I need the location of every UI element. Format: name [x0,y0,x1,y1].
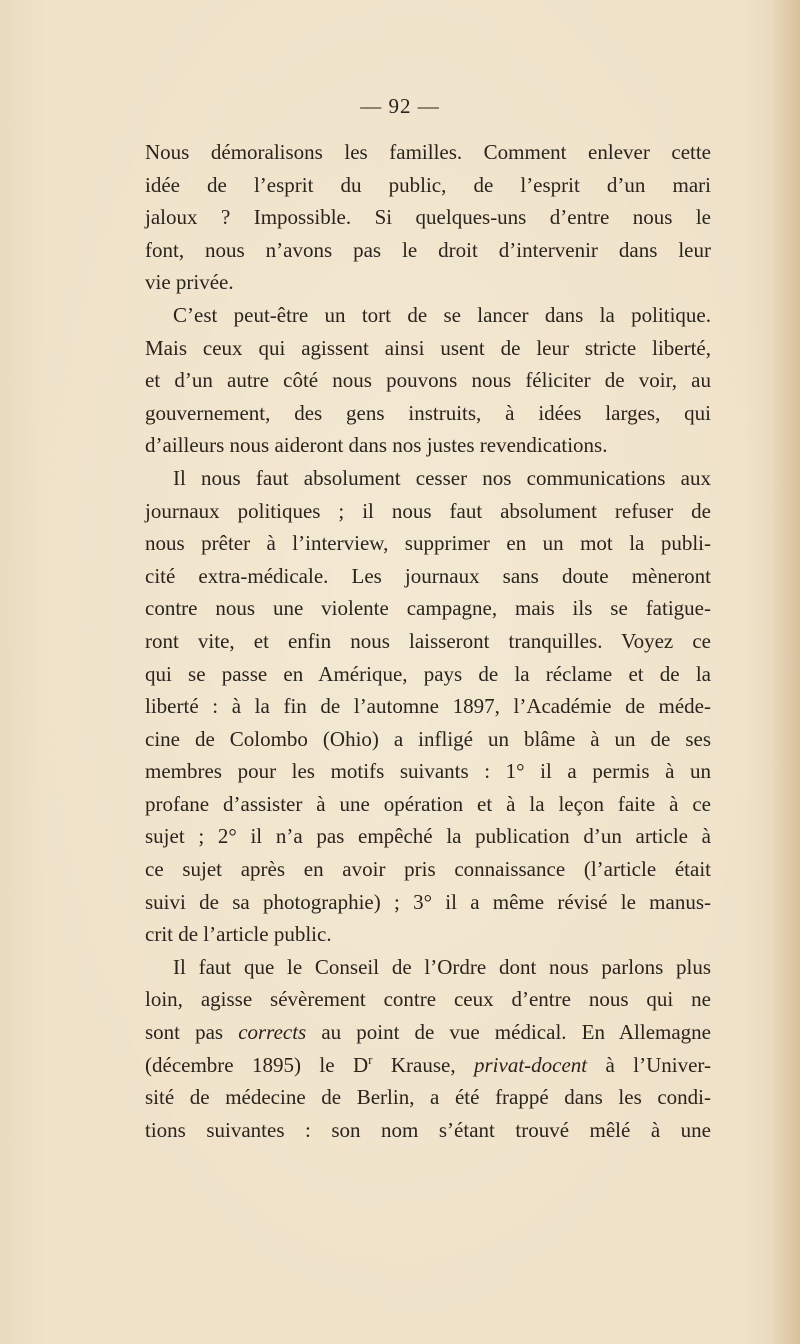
text-line: C’est peut-être un tort de se lancer dans la politique. [173,302,711,327]
text-line: Il faut que le Conseil de l’Ordre dont nous parlons plus [173,954,711,979]
italic-term: corrects [238,1020,307,1045]
text-line: d’ailleurs nous aideront dans nos justes revendications. [145,433,608,458]
text-line: vie privée. [145,270,234,295]
text-line: journaux politiques ; il nous faut absolument refuser de [145,498,711,523]
text-line: suivi de sa photographie) ; 3° il a même révisé le manus- [145,889,711,914]
text-span: au point de vue médical. En Allemagne [306,1020,712,1045]
text-line: idée de l’esprit du public, de l’esprit d’un mari [145,172,711,197]
text-line: sujet ; 2° il n’a pas empêché la publication d’un article à [145,824,711,849]
italic-term: privat-docent [474,1052,588,1077]
text-line: Nous démoralisons les familles. Comment enlever cette [145,140,711,164]
text-line: loin, agisse sévèrement contre ceux d’entre nous qui ne [145,987,711,1012]
text-span: (décembre 1895) le D [145,1052,369,1077]
text-line: liberté : à la fin de l’automne 1897, l’Académie de méde- [145,694,711,719]
text-line: membres pour les motifs suivants : 1° il a permis à un [145,759,711,784]
text-line [145,1049,711,1082]
text-line: sité de médecine de Berlin, a été frappé dans les condi- [145,1085,711,1110]
text-line: Mais ceux qui agissent ainsi usent de leur stricte liberté, [145,335,711,360]
text-line: profane d’assister à une opération et à la leçon faite à ce [145,791,711,816]
text-span: sont pas [145,1020,239,1045]
text-line: cité extra-médicale. Les journaux sans doute mèneront [145,563,711,588]
text-span: à l’Univer- [587,1052,711,1077]
text-line: Il nous faut absolument cesser nos communications aux [173,465,711,490]
text-line: nous prêter à l’interview, supprimer en un mot la publi- [145,531,711,556]
text-line: tions suivantes : son nom s’étant trouvé mêlé à une [145,1117,711,1142]
text-line [145,1016,711,1049]
body-text [145,136,711,1146]
text-line: ront vite, et enfin nous laisseront tranquilles. Voyez ce [145,628,711,653]
text-line: et d’un autre côté nous pouvons nous féliciter de voir, au [145,368,711,393]
text-line: crit de l’article public. [145,922,332,947]
text-line: ce sujet après en avoir pris connaissance (l’article était [145,857,711,882]
text-line: contre nous une violente campagne, mais ils se fatigue- [145,596,711,621]
text-line: qui se passe en Amérique, pays de la réclame et de la [145,661,711,686]
text-line: font, nous n’avons pas le droit d’intervenir dans leur [145,237,711,262]
text-span: Krause, [372,1052,474,1077]
page-edge-shadow [772,0,800,1344]
text-line: cine de Colombo (Ohio) a infligé un blâme à un de ses [145,726,711,751]
page-number: — 92 — [360,94,440,118]
superscript: r [368,1051,373,1067]
text-line: jaloux ? Impossible. Si quelques-uns d’entre nous le [145,205,711,230]
text-line: gouvernement, des gens instruits, à idées larges, qui [145,400,711,425]
